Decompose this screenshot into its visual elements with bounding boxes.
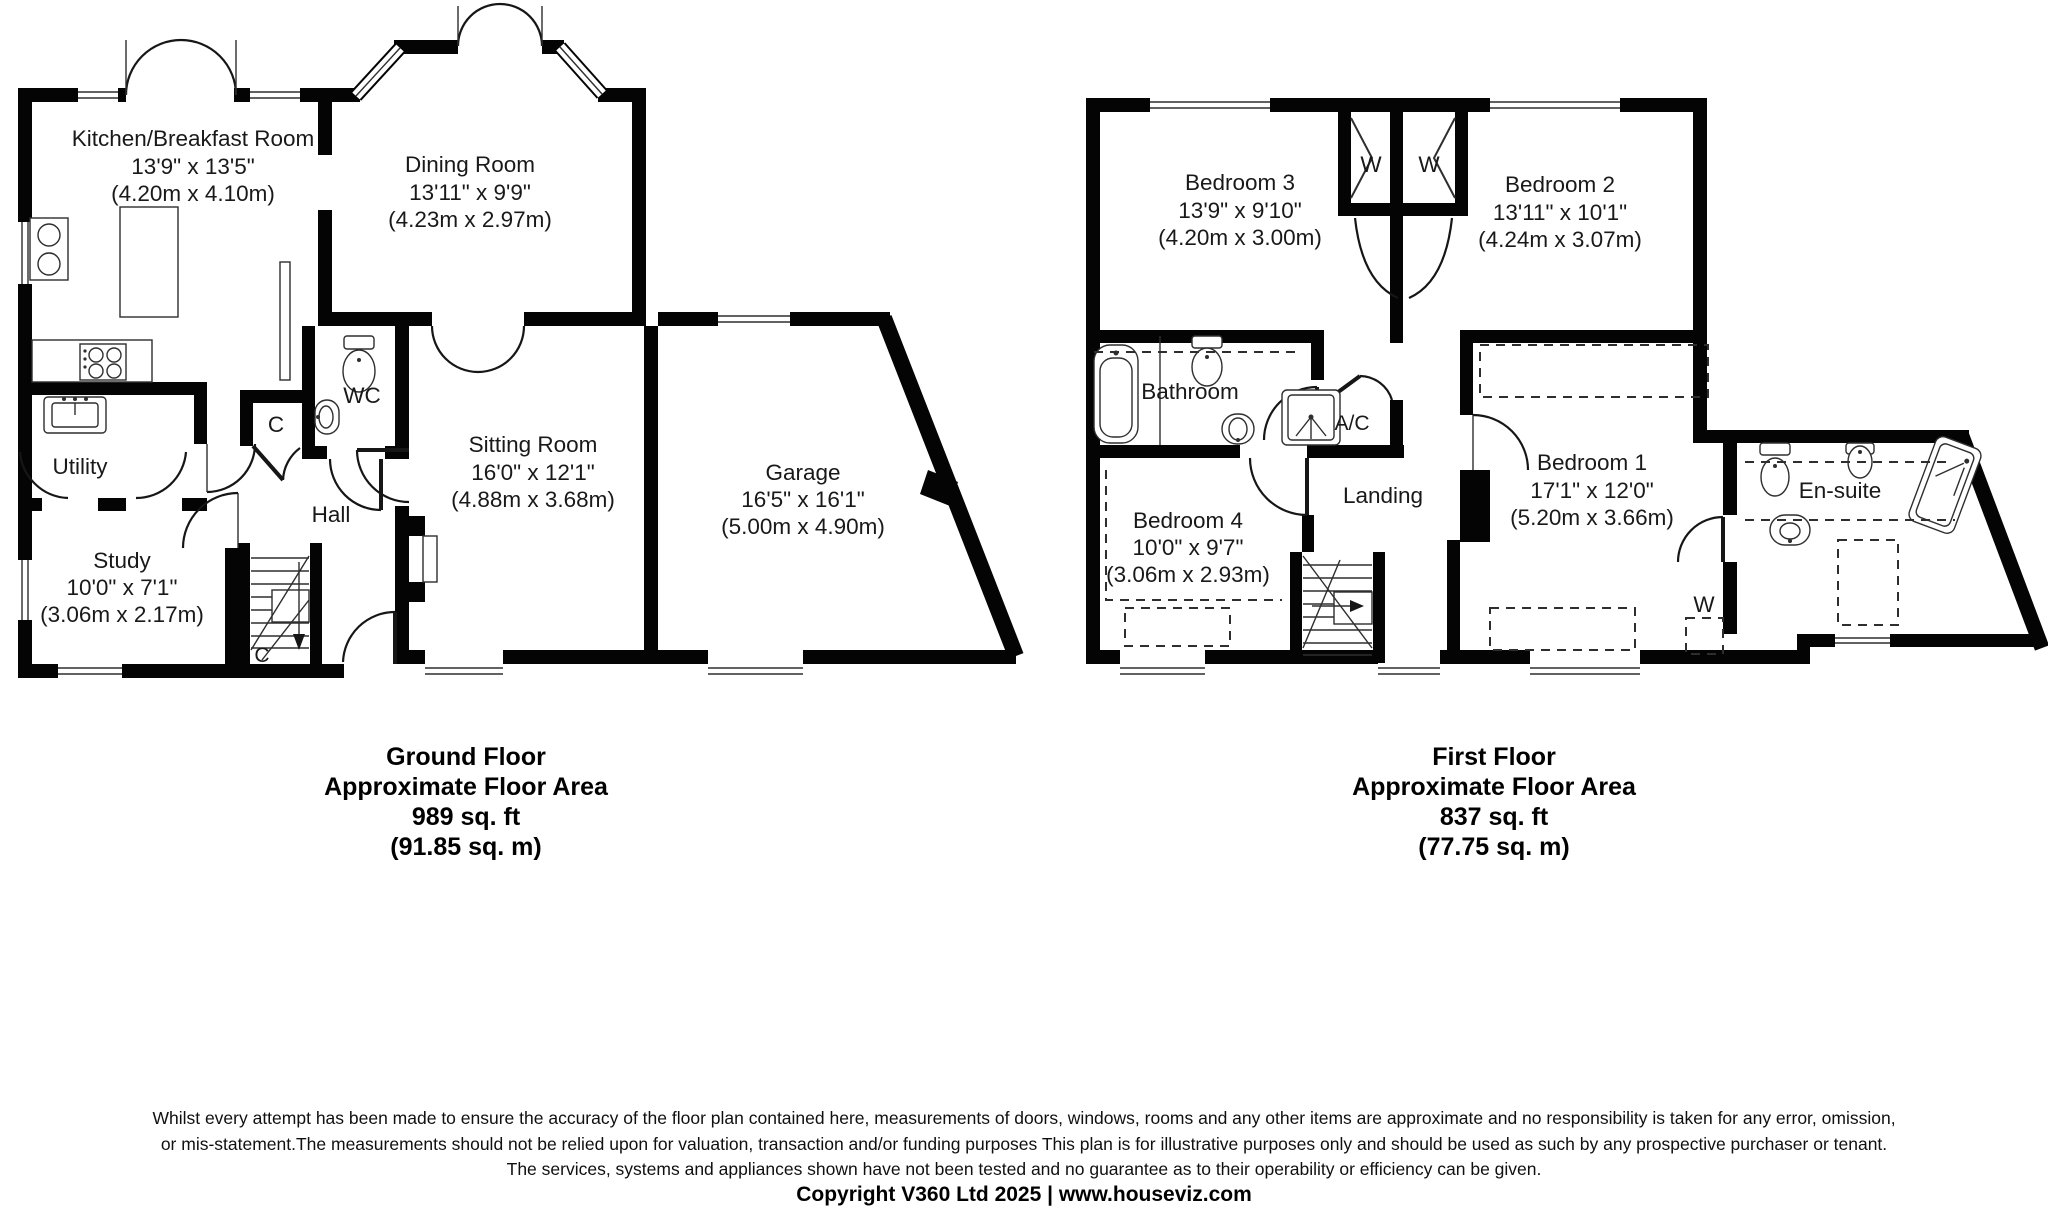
bath <box>1094 345 1138 443</box>
wall-segment <box>1338 203 1390 216</box>
ground-floor-plan <box>17 4 1016 861</box>
wall-segment <box>1707 430 1969 443</box>
bedroom2-size-metric: (4.24m x 3.07m) <box>1478 227 1642 252</box>
wall-segment <box>1373 552 1385 664</box>
bedroom1-size-imperial: 17'1" x 12'0" <box>1530 478 1654 503</box>
cooker <box>30 218 68 280</box>
first-floor-caption-2: Approximate Floor Area <box>1352 773 1636 801</box>
airing-cupboard-label: A/C <box>1334 412 1370 435</box>
wall-segment <box>1390 98 1403 343</box>
wall-segment <box>1338 112 1351 216</box>
sitting-label: Sitting Room <box>468 432 598 457</box>
kitchen-window-top2 <box>250 87 300 103</box>
first-floor-caption-4: (77.75 sq. m) <box>1418 833 1570 861</box>
wall-segment <box>18 284 32 388</box>
wall-segment <box>1205 650 1378 664</box>
disclaimer-line-1: Whilst every attempt has been made to ensure the accuracy of the floor plan contained here, measurements of doors, windows, rooms and any other items are approximate and no responsibility is taken for any error, omission, <box>152 1108 1896 1128</box>
dining-label: Dining Room <box>404 152 536 177</box>
dining-window-right-diagonal <box>560 47 602 94</box>
bedroom4-size-imperial: 10'0" x 9'7" <box>1132 535 1244 560</box>
garage-window-top <box>718 311 790 327</box>
wall-segment <box>1723 562 1737 634</box>
wall-segment <box>98 498 126 511</box>
wall-segment <box>1307 445 1404 458</box>
wall-segment <box>18 512 32 560</box>
dining-window-left-diagonal <box>356 48 400 96</box>
wall-segment <box>1403 203 1455 216</box>
bedroom2-window <box>1490 97 1620 113</box>
utility-door-right <box>136 452 186 498</box>
bedroom1-corner-wardrobe <box>1686 618 1723 654</box>
garage-size-imperial: 16'5" x 16'1" <box>741 487 865 512</box>
wall-segment <box>1460 330 1473 415</box>
kitchen-hall-door <box>207 444 255 492</box>
ground-floor-caption-2: Approximate Floor Area <box>324 773 608 801</box>
bedroom1-door <box>1473 415 1528 470</box>
wall-segment <box>318 312 432 326</box>
wall-segment <box>1890 634 2040 647</box>
wall-segment <box>318 95 332 155</box>
wall-segment <box>122 664 328 678</box>
wall-segment <box>18 382 194 395</box>
bathroom-shower <box>1282 390 1340 445</box>
landing-window <box>1378 663 1440 679</box>
wc-basin <box>315 400 339 434</box>
sitting-size-imperial: 16'0" x 12'1" <box>471 460 595 485</box>
wall-segment <box>1797 634 1810 664</box>
bedroom4-label: Bedroom 4 <box>1132 508 1244 533</box>
wall-segment <box>1311 330 1324 380</box>
wall-segment <box>1390 400 1403 458</box>
wall-segment <box>194 382 207 444</box>
wall-segment <box>315 446 327 459</box>
bedroom4-size-metric: (3.06m x 2.93m) <box>1106 562 1270 587</box>
dining-french-doors <box>458 4 542 46</box>
wall-segment <box>310 543 322 664</box>
wall-segment <box>790 312 890 326</box>
bedroom4-door <box>1250 458 1307 515</box>
utility-sink <box>44 397 106 433</box>
kitchen-window-top <box>78 87 118 103</box>
ground-floor-caption-4: (91.85 sq. m) <box>390 833 542 861</box>
bedroom3-size-imperial: 13'9" x 9'10" <box>1178 198 1302 223</box>
bathroom-label: Bathroom <box>1141 379 1239 404</box>
wall-segment <box>1455 112 1468 216</box>
bedroom1-label: Bedroom 1 <box>1536 450 1648 475</box>
bedroom4-window <box>1120 663 1205 679</box>
wall-segment <box>18 664 58 678</box>
dining-size-metric: (4.23m x 2.97m) <box>388 207 552 232</box>
wall-segment <box>1640 650 1810 664</box>
wall-segment <box>524 312 646 326</box>
garage-size-metric: (5.00m x 4.90m) <box>721 514 885 539</box>
wall-segment <box>644 326 658 664</box>
bedroom1-wardrobe-dashed <box>1480 345 1708 397</box>
bedroom1-window <box>1530 663 1640 679</box>
ensuite-window <box>1835 633 1890 648</box>
wall-segment <box>632 88 646 326</box>
first-floor-plan <box>1086 97 2042 861</box>
wall-segment <box>1086 650 1120 664</box>
front-door <box>343 612 395 664</box>
bedroom1-dashed-area <box>1490 608 1635 650</box>
ensuite-bidet <box>1846 443 1874 478</box>
bedroom1-size-metric: (5.20m x 3.66m) <box>1510 505 1674 530</box>
wardrobe-left-label: W <box>1360 152 1382 177</box>
footer <box>152 1108 1895 1206</box>
stairs-cupboard-label: C <box>254 644 270 667</box>
wall-segment <box>18 88 32 222</box>
wall-segment <box>1086 445 1240 458</box>
hob <box>80 344 126 380</box>
wall-segment <box>1693 343 1707 443</box>
ground-floor-caption-1: Ground Floor <box>386 743 546 771</box>
ground-floor-caption-3: 989 sq. ft <box>411 803 521 831</box>
wall-segment <box>658 312 718 326</box>
utility-label: Utility <box>52 454 108 479</box>
bedroom3-label: Bedroom 3 <box>1184 170 1296 195</box>
garage-door-bottom <box>708 663 803 679</box>
kitchen-label: Kitchen/Breakfast Room <box>71 126 315 151</box>
wall-segment <box>1290 552 1302 664</box>
sitting-size-metric: (4.88m x 3.68m) <box>451 487 615 512</box>
wall-segment <box>238 543 250 664</box>
hall-cupboard-door <box>253 446 300 480</box>
ensuite-door <box>1678 517 1723 562</box>
wc-label: WC <box>343 383 381 408</box>
ensuite-label: En-suite <box>1798 478 1882 503</box>
ensuite-dashed-area <box>1838 540 1898 625</box>
wardrobe-right-label: W <box>1418 152 1440 177</box>
wall-segment <box>395 650 425 664</box>
bedroom2-door <box>1409 218 1452 298</box>
wall-segment <box>1447 540 1460 664</box>
wardrobe-bed1-label: W <box>1693 592 1715 617</box>
landing-label: Landing <box>1342 483 1424 508</box>
wall-segment <box>1302 515 1314 552</box>
kitchen-size-metric: (4.20m x 4.10m) <box>111 181 275 206</box>
bedroom4-dashed-area <box>1125 608 1230 646</box>
fireplace <box>409 516 437 602</box>
kitchen-french-doors <box>126 40 236 95</box>
wall-segment <box>1693 98 1707 343</box>
wall-segment <box>1342 98 1490 112</box>
wall-segment <box>395 506 409 664</box>
sitting-window-bottom <box>425 663 503 679</box>
wall-segment <box>328 664 344 678</box>
wall-segment <box>18 382 32 512</box>
bathroom-basin <box>1222 414 1254 444</box>
wall-segment <box>302 326 315 459</box>
dining-size-imperial: 13'11" x 9'9" <box>409 180 531 205</box>
bedroom3-window <box>1150 97 1270 113</box>
bedroom3-size-metric: (4.20m x 3.00m) <box>1158 225 1322 250</box>
disclaimer-line-3: The services, systems and appliances shown have not been tested and no guarantee as to their operability or efficiency can be given. <box>506 1159 1542 1179</box>
study-window-bottom <box>58 663 122 679</box>
hall-cupboard-label: C <box>267 412 285 437</box>
dining-sitting-double-door <box>432 326 524 372</box>
wall-segment <box>318 210 332 326</box>
study-size-metric: (3.06m x 2.17m) <box>40 602 204 627</box>
wall-segment <box>1440 650 1530 664</box>
garage-label: Garage <box>765 460 841 485</box>
first-floor-caption-1: First Floor <box>1432 743 1556 771</box>
wall-segment <box>1270 98 1342 112</box>
bedroom2-label: Bedroom 2 <box>1504 172 1616 197</box>
bedroom2-size-imperial: 13'11" x 10'1" <box>1492 200 1628 225</box>
wall-segment <box>1460 330 1707 343</box>
wall-segment <box>503 650 658 664</box>
wall-segment <box>1460 470 1490 542</box>
study-label: Study <box>93 548 151 573</box>
ensuite-basin <box>1770 515 1810 545</box>
wall-segment <box>240 390 253 446</box>
kitchen-size-imperial: 13'9" x 13'5" <box>131 154 255 179</box>
first-floor-caption-3: 837 sq. ft <box>1439 803 1549 831</box>
disclaimer-line-2: or mis-statement.The measurements should not be relied upon for valuation, transaction and/or funding purposes This plan is for illustrative purposes only and should be used as such by any prospective purchaser or tenant. <box>160 1134 1888 1154</box>
kitchen-island <box>120 207 178 317</box>
study-size-imperial: 10'0" x 7'1" <box>66 575 178 600</box>
wall-segment <box>395 326 409 450</box>
ensuite-toilet <box>1760 443 1790 496</box>
wall-segment <box>1723 443 1737 515</box>
wall-segment <box>225 548 238 664</box>
wall-segment <box>658 650 708 664</box>
wall-segment <box>803 650 1016 664</box>
first-floor-stairs <box>1303 556 1372 655</box>
study-window-left <box>17 560 33 620</box>
copyright-line: Copyright V360 Ltd 2025 | www.houseviz.com <box>796 1183 1252 1206</box>
hall-label: Hall <box>311 502 351 527</box>
